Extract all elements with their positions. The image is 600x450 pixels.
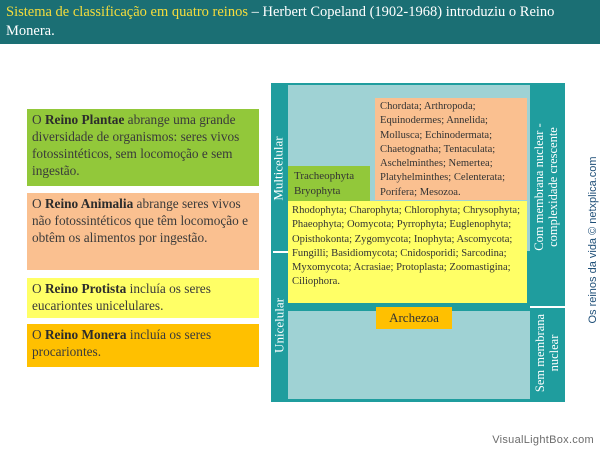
membrane-divider (530, 306, 565, 308)
no-nuclear-membrane-label: Sem membrana nuclear (533, 313, 561, 393)
plantae-phylum-2: Bryophyta (294, 185, 341, 197)
footer-watermark: VisualLightBox.com (492, 434, 594, 446)
plantae-phyla-box (288, 166, 370, 203)
unicellular-label: Unicelular (271, 298, 287, 353)
kingdom-plantae-box: O Reino Plantae abrange uma grande diversidade de organismos: seres vivos fotossintéticos, sem locomoção e sem ingestão. (27, 109, 259, 186)
kingdom-monera-box: O Reino Monera incluía os seres procariontes. (27, 324, 259, 367)
kingdom-plantae-name: Reino Plantae (44, 112, 125, 127)
kingdom-animalia-text: abrange seres vivos não fotossintéticos que têm locomoção e obtêm os alimentos por ingestão. (32, 196, 249, 245)
side-watermark: Os reinos da vida © netxplica.com (587, 156, 599, 324)
protista-phyla-box: Rhodophyta; Charophyta; Chlorophyta; Chrysophyta; Phaeophyta; Oomycota; Pyrrophyta; Euglenophyta; Opisthokonta; Zygomycota; Inophyta; Ascomycota; Fungilli; Basidiomycota; Cnidosporidi; Sarcodina; Myxomycota; Acrasiae; Protoplasta; Zoomastigina; Ciliophora. (288, 201, 527, 303)
cell-divider (273, 251, 288, 253)
title-rest: – Herbert Copeland (1902-1968) introduziu o Reino Monera. (6, 4, 555, 39)
kingdom-animalia-name: Reino Animalia (44, 196, 134, 211)
kingdom-protista-text: incluía os seres eucariontes unicelulares. (32, 281, 211, 313)
slide-title (0, 0, 600, 44)
plantae-phylum-1: Tracheophyta (294, 170, 355, 182)
classification-diagram (271, 83, 565, 402)
nuclear-membrane-label: Com membrana nuclear - complexidade crescente (532, 123, 560, 251)
kingdom-protista-name: Reino Protista (44, 281, 127, 296)
animalia-phyla-box: Chordata; Arthropoda; Equinodermes; Annelida; Mollusca; Echinodermata; Chaetognatha; Tentaculata; Aschelminthes; Nemertea; Platyhelminthes; Celenterata; Porífera; Mesozoa. (375, 98, 527, 200)
kingdom-monera-name: Reino Monera (44, 327, 127, 342)
archezoa-box: Archezoa (376, 307, 452, 329)
kingdom-protista-box: O Reino Protista incluía os seres eucariontes unicelulares. (27, 278, 259, 318)
kingdom-plantae-text: abrange uma grande diversidade de organismos: seres vivos fotossintéticos, sem locomoção e sem ingestão. (32, 112, 240, 178)
kingdom-monera-text: incluía os seres procariontes. (32, 327, 212, 359)
title-highlight: Sistema de classificação em quatro reinos (6, 4, 248, 20)
multicellular-label: Multicelular (270, 136, 286, 201)
kingdom-animalia-box: O Reino Animalia abrange seres vivos não fotossintéticos que têm locomoção e obtêm os alimentos por ingestão. (27, 193, 259, 270)
